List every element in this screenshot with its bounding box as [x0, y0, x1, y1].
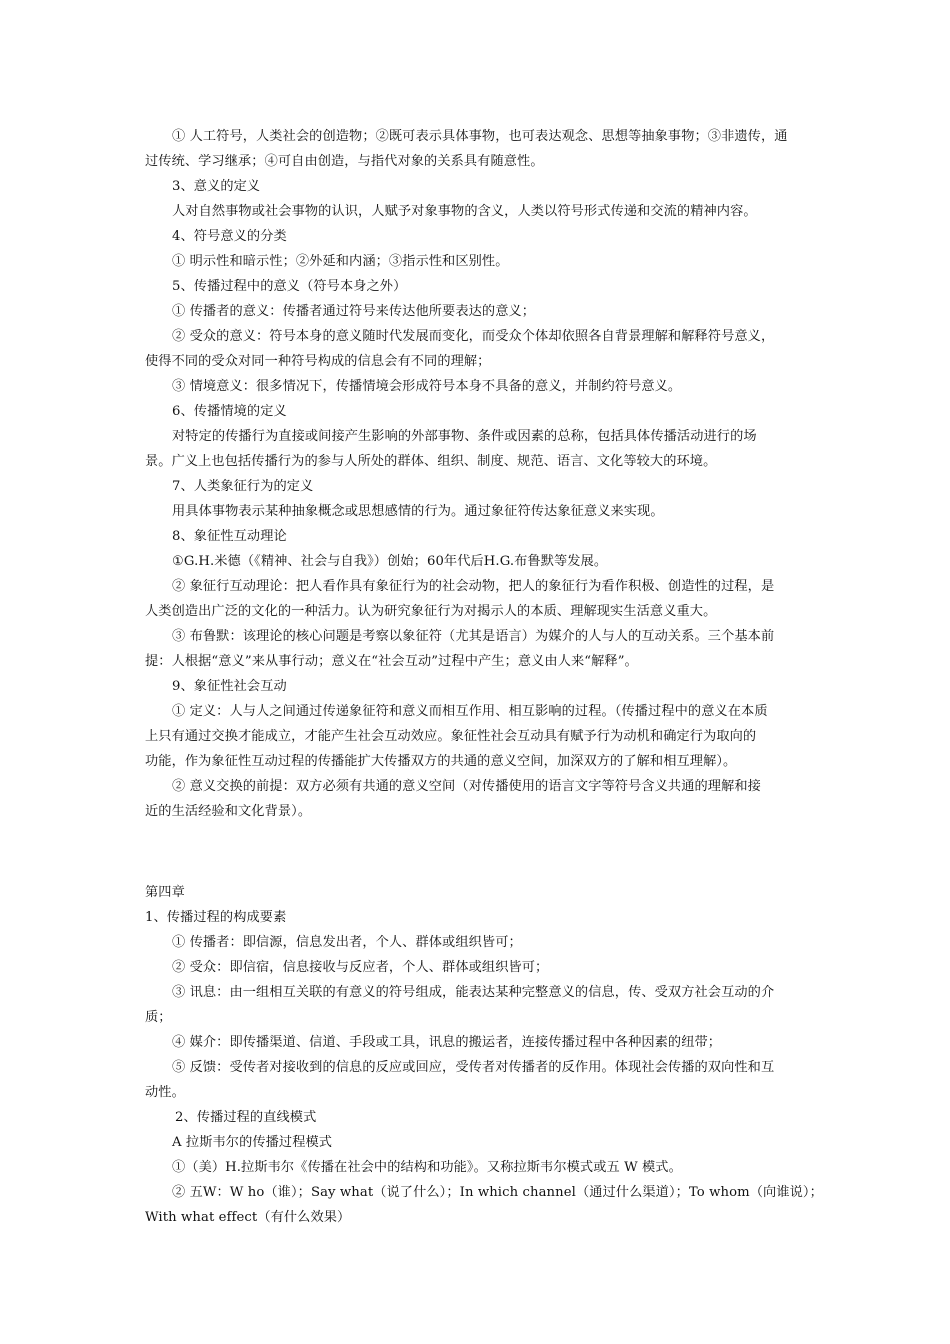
- paragraph-line: ①（美）H.拉斯韦尔《传播在社会中的结构和功能》。又称拉斯韦尔模式或五 W 模式。: [172, 1160, 682, 1175]
- paragraph-line: 上只有通过交换才能成立，才能产生社会互动效应。象征性社会互动具有赋予行为动机和确定行为取向的: [145, 729, 757, 744]
- section-heading: 4、符号意义的分类: [172, 229, 287, 244]
- paragraph-line: ① 传播者：即信源，信息发出者，个人、群体或组织皆可；: [172, 935, 522, 950]
- section-heading: 1、传播过程的构成要素: [145, 910, 287, 925]
- paragraph-line: 近的生活经验和文化背景）。: [145, 804, 312, 819]
- paragraph-line: 用具体事物表示某种抽象概念或思想感情的行为。通过象征符传达象征意义来实现。: [172, 504, 664, 519]
- section-spacer: [145, 824, 807, 880]
- subsection-heading: A 拉斯韦尔的传播过程模式: [172, 1135, 333, 1150]
- section-heading: 8、象征性互动理论: [172, 529, 287, 544]
- paragraph-line: ③ 讯息：由一组相互关联的有意义的符号组成，能表达某种完整意义的信息，传、受双方社会互动的介: [172, 985, 775, 1000]
- paragraph-line: 提：人根据“意义”来从事行动；意义在“社会互动”过程中产生；意义由人来“解释”。: [145, 654, 638, 669]
- paragraph-line: ② 受众：即信宿，信息接收与反应者，个人、群体或组织皆可；: [172, 960, 549, 975]
- section-heading: 2、传播过程的直线模式: [175, 1110, 317, 1125]
- chapter-title: 第四章: [145, 885, 185, 900]
- document-body: [145, 124, 823, 1230]
- paragraph-line: ① 传播者的意义：传播者通过符号来传达他所要表达的意义；: [172, 304, 536, 319]
- section-heading: 7、人类象征行为的定义: [172, 479, 314, 494]
- paragraph-line: ④ 媒介：即传播渠道、信道、手段或工具，讯息的搬运者，连接传播过程中各种因素的纽带；: [172, 1035, 722, 1050]
- paragraph-line: ⑤ 反馈：受传者对接收到的信息的反应或回应，受传者对传播者的反作用。体现社会传播的双向性和互: [172, 1060, 775, 1075]
- paragraph-line: With what effect（有什么效果）: [145, 1210, 351, 1225]
- paragraph-line: 功能，作为象征性互动过程的传播能扩大传播双方的共通的意义空间，加深双方的了解和相互理解）。: [145, 754, 737, 769]
- paragraph-line: 人对自然事物或社会事物的认识，人赋予对象事物的含义，人类以符号形式传递和交流的精神内容。: [172, 204, 757, 219]
- paragraph-line: ① 人工符号，人类社会的创造物；②既可表示具体事物，也可表达观念、思想等抽象事物；③非遗传，通: [172, 129, 788, 144]
- paragraph-line: 过传统、学习继承；④可自由创造，与指代对象的关系具有随意性。: [145, 154, 544, 169]
- section-heading: 5、传播过程中的意义（符号本身之外）: [172, 279, 407, 294]
- paragraph-line: ② 受众的意义：符号本身的意义随时代发展而变化，而受众个体却依照各自背景理解和解释符号意义，: [172, 329, 775, 344]
- paragraph-line: 质；: [145, 1010, 172, 1025]
- paragraph-line: ① 定义：人与人之间通过传递象征符和意义而相互作用、相互影响的过程。（传播过程中的意义在本质: [172, 704, 768, 719]
- paragraph-line: ①G.H.米德（《精神、社会与自我》）创始；60年代后H.G.布鲁默等发展。: [172, 554, 608, 569]
- paragraph-line: 使得不同的受众对同一种符号构成的信息会有不同的理解；: [145, 354, 491, 369]
- paragraph-line: ③ 布鲁默：该理论的核心问题是考察以象征符（尤其是语言）为媒介的人与人的互动关系。三个基本前: [172, 629, 775, 644]
- paragraph-line: ① 明示性和暗示性；②外延和内涵；③指示性和区别性。: [172, 254, 509, 269]
- paragraph-line: ③ 情境意义：很多情况下，传播情境会形成符号本身不具备的意义，并制约符号意义。: [172, 379, 682, 394]
- paragraph-line: ② 象征行互动理论：把人看作具有象征行为的社会动物，把人的象征行为看作积极、创造性的过程，是: [172, 579, 775, 594]
- paragraph-line: 景。广义上也包括传播行为的参与人所处的群体、组织、制度、规范、语言、文化等较大的环境。: [145, 454, 717, 469]
- paragraph-line: 动性。: [145, 1085, 185, 1100]
- paragraph-line: 对特定的传播行为直接或间接产生影响的外部事物、条件或因素的总称，包括具体传播活动进行的场: [172, 429, 757, 444]
- section-heading: 9、象征性社会互动: [172, 679, 287, 694]
- paragraph-line: ② 五W：W ho（谁）；Say what（说了什么）；In which channel（通过什么渠道）；To whom（向谁说）；: [172, 1185, 823, 1200]
- section-heading: 3、意义的定义: [172, 179, 261, 194]
- paragraph-line: ② 意义交换的前提：双方必须有共通的意义空间（对传播使用的语言文字等符号含义共通的理解和接: [172, 779, 761, 794]
- paragraph-line: 人类创造出广泛的文化的一种活力。认为研究象征行为对揭示人的本质、理解现实生活意义重大。: [145, 604, 717, 619]
- section-heading: 6、传播情境的定义: [172, 404, 287, 419]
